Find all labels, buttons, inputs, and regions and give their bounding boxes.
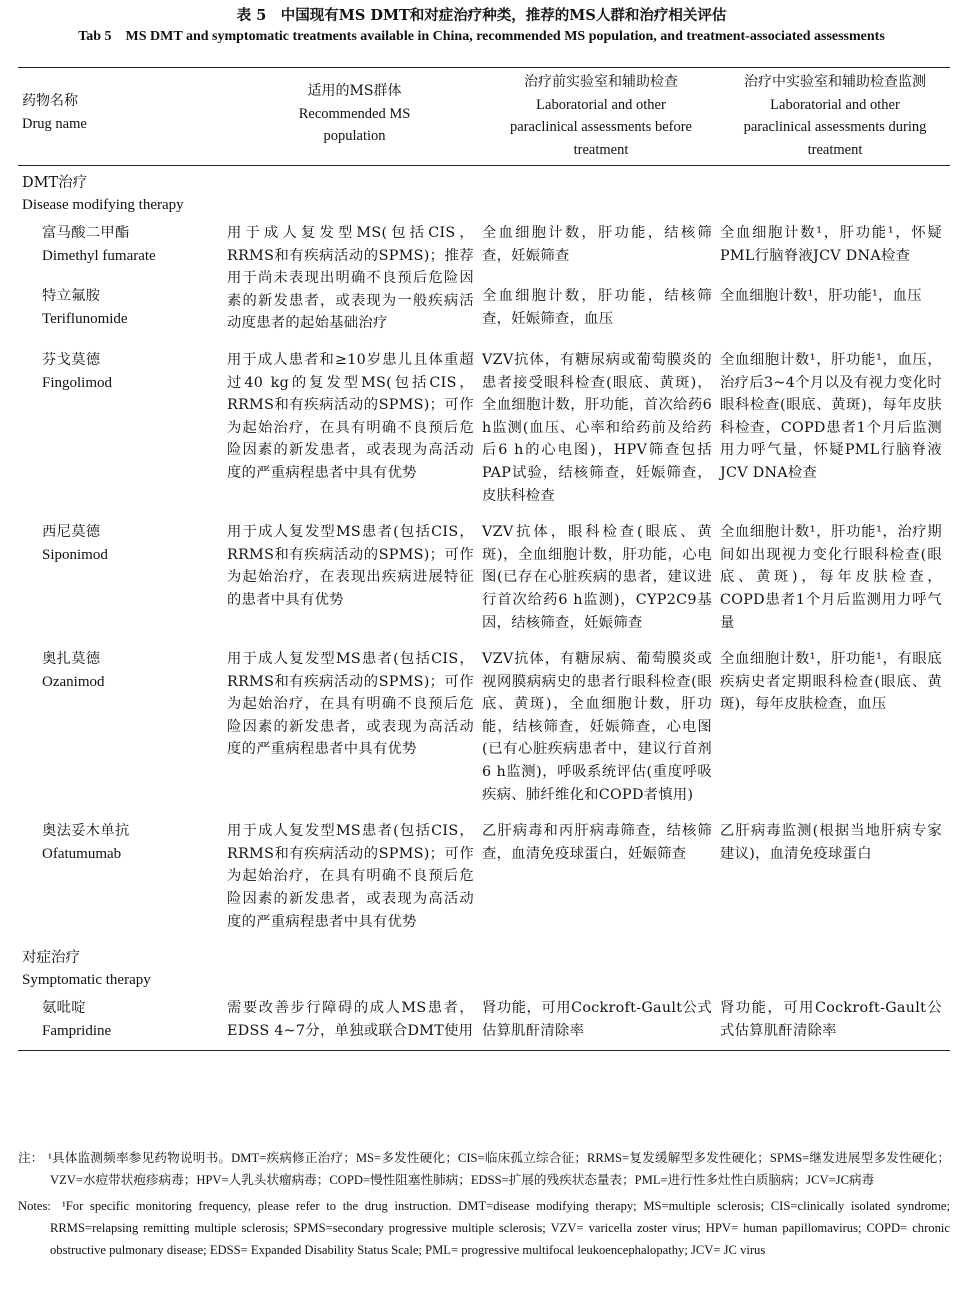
drug-name-zh: 富马酸二甲酯 (42, 225, 130, 241)
section-dmt (18, 166, 950, 217)
drug-name-cell (18, 991, 227, 1051)
before-cell: VZV抗体，有糖尿病、葡萄膜炎或视网膜病病史的患者行眼科检查(眼底、黄斑)，全血细胞计数，肝功能，结核筛查，妊娠筛查，心电图(已有心脏疾病患者中，建议行首剂6 h监测)，呼吸系统评估(重度呼吸疾病、肺纤维化和COPD者慎用) (482, 651, 712, 803)
section-dmt-en: Disease modifying therapy (22, 197, 184, 213)
before-cell: VZV抗体，有糖尿病或葡萄膜炎的患者接受眼科检查(眼底、黄斑)，全血细胞计数，肝功能，首次给药6 h监测(血压、心率和给药前及给药后6 h的心电图)，HPV筛查包括PAP试验，结核筛查，妊娠筛查，皮肤科检查 (482, 351, 712, 504)
notes-en-text: ¹For specific monitoring frequency, please refer to the drug instruction. DMT=disease modifying therapy; MS=multiple sclerosis; CIS=clinically isolated syndrome; RRMS=relapsing remitting multiple sclerosis; SPMS=secondary progressive multiple sclerosis; VZV= varicella zoster virus; HPV= human papillomavirus; COPD= chronic obstructive pulmonary disease; EDSS= Expanded Disability Status Scale; PML= progressive multifocal leukoencephalopathy; JCV= JC virus (50, 1199, 950, 1257)
drug-name-en: Fingolimod (42, 374, 113, 391)
header-population (227, 68, 482, 166)
population-cell: 需要改善步行障碍的成人MS患者，EDSS 4~7分，单独或联合DMT使用 (227, 991, 482, 1051)
notes-zh-text: ¹具体监测频率参见药物说明书。DMT=疾病修正治疗；MS=多发性硬化；CIS=临床孤立综合征；RRMS=复发缓解型多发性硬化；SPMS=继发进展型多发性硬化；VZV=水痘带状疱疹病毒；HPV=人乳头状瘤病毒；COPD=慢性阻塞性肺病；EDSS=扩展的残疾状态量表；PML=进行性多灶性白质脑病；JCV=JC病毒 (48, 1151, 950, 1187)
drug-name-zh: 西尼莫德 (42, 524, 101, 541)
drug-name-cell (18, 343, 227, 515)
drug-name-zh: 奥扎莫德 (42, 651, 101, 668)
during-cell: 全血细胞计数¹，肝功能¹，有眼底疾病史者定期眼科检查(眼底、黄斑)，每年皮肤检查，血压 (720, 651, 942, 713)
drug-name-cell (18, 279, 227, 342)
table-notes (18, 1147, 950, 1265)
header-drug-en: Drug name (22, 115, 87, 132)
drug-row-fampridine (18, 991, 950, 1051)
table-caption-en: Tab 5 MS DMT and symptomatic treatments available in China, recommended MS population, and treatment-associated assessments (78, 29, 885, 44)
drug-row-siponimod (18, 515, 950, 642)
during-cell: 全血细胞计数¹，肝功能¹，血压，治疗后3~4个月以及有视力变化时眼科检查(眼底、黄斑)，每年皮肤科检查，COPD患者1个月后监测用力呼气量，怀疑PML行脑脊液JCV DNA检查 (720, 351, 942, 481)
ms-treatment-table (18, 67, 950, 1051)
drug-name-en: Teriflunomide (42, 311, 128, 328)
during-cell: 肾功能，可用Cockroft-Gault公式估算肌酐清除率 (720, 991, 950, 1051)
header-before (482, 68, 720, 166)
population-cell: 用于成人复发型MS患者(包括CIS，RRMS和有疾病活动的SPMS)；可作为起始治疗，在表现出疾病进展特征的患者中具有优势 (227, 524, 474, 608)
drug-name-zh: 奥法妥木单抗 (42, 823, 130, 840)
before-cell: 乙肝病毒和丙肝病毒筛查，结核筛查，血清免疫球蛋白，妊娠筛查 (482, 823, 712, 862)
drug-name-cell (18, 814, 227, 941)
population-cell-shared: 用于成人复发型MS(包括CIS，RRMS和有疾病活动的SPMS)；推荐用于尚未表现出明确不良预后危险因素的新发患者，或表现为一般疾病活动度患者的起始基础治疗 (227, 225, 474, 332)
notes-zh (18, 1147, 950, 1191)
drug-row-fingolimod (18, 343, 950, 515)
section-symptomatic-zh: 对症治疗 (22, 950, 80, 967)
header-during-en: Laboratorial and other paraclinical assessments during treatment (743, 96, 927, 158)
header-before-zh: 治疗前实验室和辅助检查 (524, 74, 678, 90)
header-before-en: Laboratorial and other paraclinical assessments before treatment (510, 96, 692, 158)
drug-row-dimethyl-fumarate (18, 216, 950, 279)
drug-name-en: Siponimod (42, 546, 108, 563)
before-cell: 全血细胞计数，肝功能，结核筛查，妊娠筛查，血压 (482, 288, 712, 328)
notes-zh-label: 注： (18, 1151, 44, 1165)
population-cell: 用于成人患者和≥10岁患儿且体重超过40 kg的复发型MS(包括CIS，RRMS和有疾病活动的SPMS)；可作为起始治疗，在具有明确不良预后危险因素的新发患者，或表现为高活动度的严重病程患者中具有优势 (227, 351, 474, 481)
drug-row-ofatumumab (18, 814, 950, 941)
section-symptomatic-en: Symptomatic therapy (22, 972, 151, 989)
table-header-row (18, 68, 950, 166)
before-cell: 肾功能，可用Cockroft-Gault公式估算肌酐清除率 (482, 991, 720, 1051)
drug-name-cell (18, 216, 227, 279)
header-population-en: Recommended MS population (298, 105, 411, 144)
before-cell: VZV抗体，眼科检查(眼底、黄斑)，全血细胞计数，肝功能，心电图(已存在心脏疾病的患者，建议进行首次给药6 h监测)，CYP2C9基因，结核筛查，妊娠筛查 (482, 524, 712, 631)
during-cell: 乙肝病毒监测(根据当地肝病专家建议)，血清免疫球蛋白 (720, 823, 942, 862)
header-during (720, 68, 950, 166)
drug-name-cell (18, 515, 227, 642)
drug-name-zh: 芬戈莫德 (42, 351, 101, 368)
before-cell: 全血细胞计数，肝功能，结核筛查，妊娠筛查 (482, 225, 712, 264)
section-row-symptomatic (18, 941, 950, 991)
drug-name-zh: 特立氟胺 (42, 288, 101, 305)
drug-name-en: Dimethyl fumarate (42, 247, 156, 264)
during-cell: 全血细胞计数¹，肝功能¹，治疗期间如出现视力变化行眼科检查(眼底、黄斑)，每年皮肤检查，COPD患者1个月后监测用力呼气量 (720, 524, 942, 631)
population-cell: 用于成人复发型MS患者(包括CIS，RRMS和有疾病活动的SPMS)；可作为起始治疗，在具有明确不良预后危险因素的新发患者，或表现为高活动度的严重病程患者中具有优势 (227, 651, 474, 758)
drug-row-teriflunomide (18, 279, 950, 342)
table-caption-zh: 表 5 中国现有MS DMT和对症治疗种类，推荐的MS人群和治疗相关评估 (236, 7, 727, 24)
header-during-zh: 治疗中实验室和辅助检查监测 (744, 74, 926, 90)
drug-name-cell (18, 642, 227, 814)
during-cell: 全血细胞计数¹，肝功能¹，血压 (720, 288, 922, 305)
section-dmt-zh: DMT治疗 (22, 175, 88, 191)
during-cell: 全血细胞计数¹，肝功能¹，怀疑PML行脑脊液JCV DNA检查 (720, 225, 942, 264)
drug-name-en: Ozanimod (42, 673, 105, 690)
population-cell: 用于成人复发型MS患者(包括CIS，RRMS和有疾病活动的SPMS)；可作为起始治疗，在具有明确不良预后危险因素的新发患者，或表现为高活动度的严重病程患者中具有优势 (227, 823, 474, 930)
drug-name-en: Fampridine (42, 1022, 112, 1039)
section-row-dmt (18, 166, 950, 217)
drug-row-ozanimod (18, 642, 950, 814)
header-drug-zh: 药物名称 (22, 93, 78, 109)
header-drug (18, 68, 227, 166)
notes-en-label: Notes: (18, 1199, 51, 1213)
header-population-zh: 适用的MS群体 (307, 83, 402, 99)
notes-en (18, 1195, 950, 1261)
drug-name-en: Ofatumumab (42, 845, 122, 862)
drug-name-zh: 氨吡啶 (42, 1000, 86, 1017)
section-symptomatic (18, 941, 950, 991)
